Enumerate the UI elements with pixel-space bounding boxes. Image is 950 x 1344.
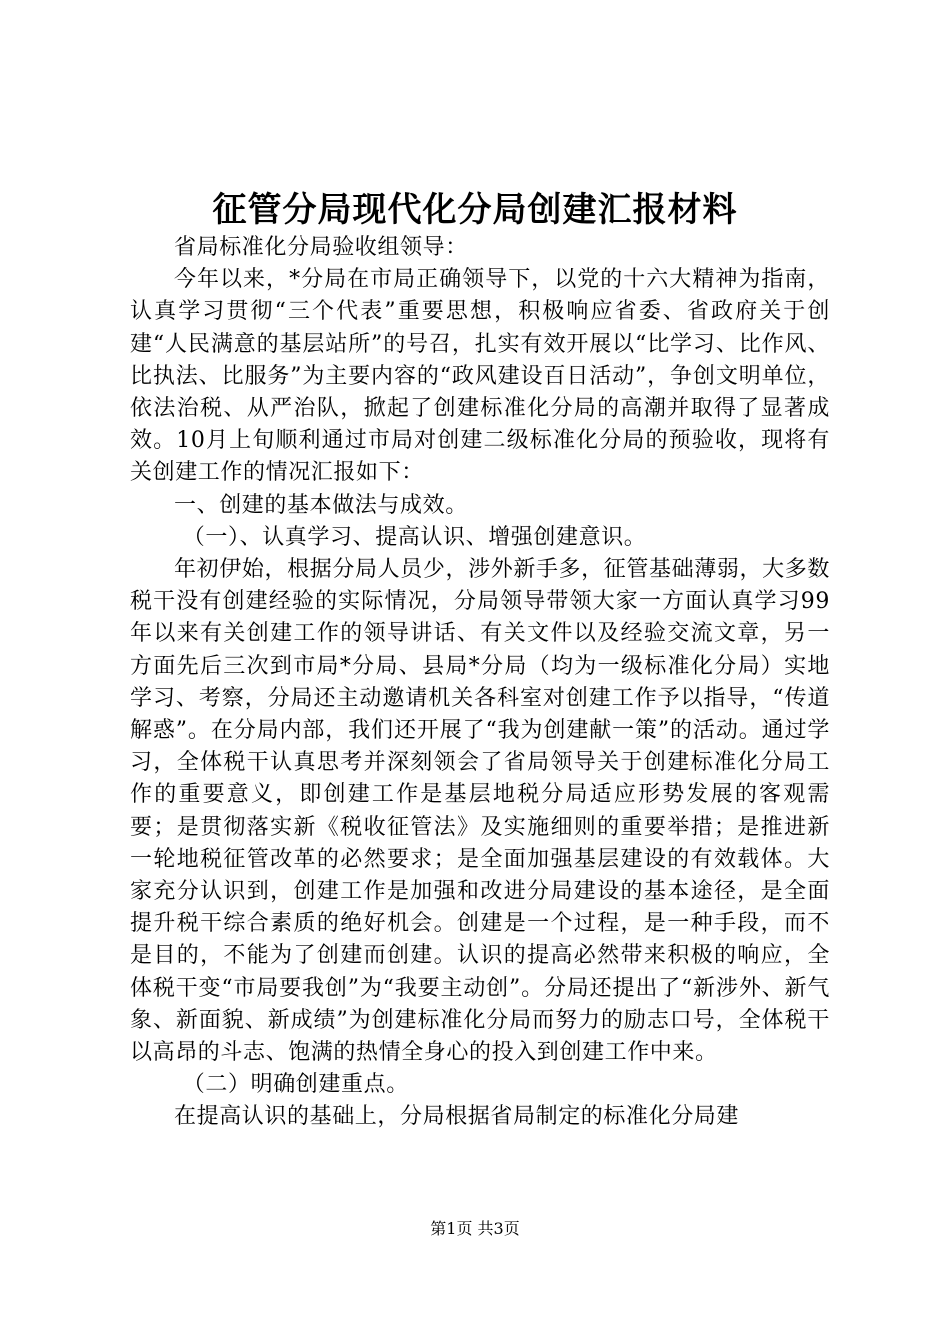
subsection-heading-1: （一）、认真学习、提高认识、增强创建意识。 <box>182 524 647 550</box>
paragraph-continued: 在提高认识的基础上，分局根据省局制定的标准化分局建 <box>174 1104 740 1130</box>
document-title: 征管分局现代化分局创建汇报材料 <box>212 190 738 230</box>
paragraph-intro: 今年以来，*分局在市局正确领导下，以党的十六大精神为指南，认真学习贯彻“三个代表”重要思想，积极响应省委、省政府关于创建“人民满意的基层站所”的号召，扎实有效开展以“比学习、比作风、比执法、比服务”为主要内容的“政风建设百日活动”，争创文明单位，依法治税、从严治队，掀起了创建标准化分局的高潮并取得了显著成效。10月上旬顺利通过市局对创建二级标准化分局的预验收，现将有关创建工作的情况汇报如下： <box>130 267 830 486</box>
salutation: 省局标准化分局验收组领导： <box>174 235 468 260</box>
paragraph-body: 年初伊始，根据分局人员少，涉外新手多，征管基础薄弱，大多数税干没有创建经验的实际情况，分局领导带领大家一方面认真学习99年以来有关创建工作的领导讲话、有关文件以及经验交流文章，另一方面先后三次到市局*分局、县局*分局（均为一级标准化分局）实地学习、考察，分局还主动邀请机关各科室对创建工作予以指导，“传道解惑”。在分局内部，我们还开展了“我为创建献一策”的活动。通过学习，全体税干认真思考并深刻领会了省局领导关于创建标准化分局工作的重要意义，即创建工作是基层地税分局适应形势发展的客观需要；是贯彻落实新《税收征管法》及实施细则的重要举措；是推进新一轮地税征管改革的必然要求；是全面加强基层建设的有效载体。大家充分认识到，创建工作是加强和改进分局建设的基本途径，是全面提升税干综合素质的绝好机会。创建是一个过程，是一种手段，而不是目的，不能为了创建而创建。认识的提高必然带来积极的响应，全体税干变“市局要我创”为“我要主动创”。分局还提出了“新涉外、新气象、新面貌、新成绩”为创建标准化分局而努力的励志口号，全体税干以高昂的斗志、饱满的热情全身心的投入到创建工作中来。 <box>130 557 830 1066</box>
subsection-heading-2: （二）明确创建重点。 <box>182 1072 409 1098</box>
section-heading-1: 一、创建的基本做法与成效。 <box>174 492 468 518</box>
page-footer: 第1页 共3页 <box>430 1219 520 1238</box>
document-body <box>130 232 830 1134</box>
